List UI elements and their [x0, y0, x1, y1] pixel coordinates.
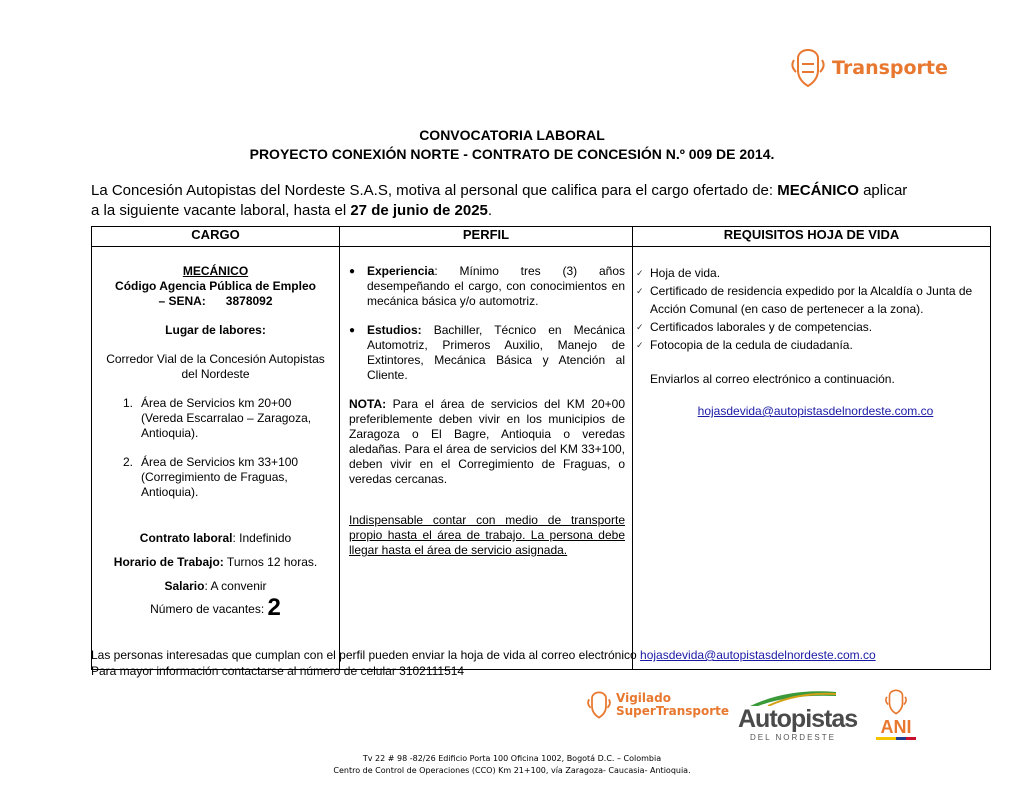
horario-value: Turnos 12 horas.	[223, 555, 318, 569]
salario-value: : A convenir	[204, 579, 267, 593]
intro-text: a la siguiente vacante laboral, hasta el	[91, 202, 351, 219]
transporte-logo	[788, 46, 948, 90]
area-text: Área de Servicios km 33+100 (Corregimiento de Fraguas, Antioquia).	[141, 455, 299, 499]
contrato-value: : Indefinido	[232, 531, 292, 545]
supertransporte-text: SuperTransporte	[616, 704, 730, 718]
intro-line-1	[91, 182, 951, 200]
footer-email-link[interactable]: hojasdevida@autopistasdelnordeste.com.co	[640, 648, 876, 662]
vigilado-text: Vigilado	[616, 691, 671, 705]
nordeste-text: DEL NORDESTE	[750, 733, 836, 742]
list-item	[636, 318, 981, 336]
nota-label: NOTA:	[349, 397, 387, 411]
list-item	[111, 455, 322, 500]
requisito-text: Hoja de vida.	[650, 266, 721, 280]
est-text: Bachiller, Técnico en Mecánica Automotriz, Primeros Auxilio, Manejo de Extintores, Mecánica Básica y Atención al Cliente.	[367, 323, 625, 382]
header-cargo: CARGO	[92, 227, 340, 247]
vigilado-logo	[585, 688, 729, 722]
ani-text: ANI	[880, 717, 912, 737]
list-item	[636, 264, 981, 282]
footer-line-2: Para mayor información contactarse al número de celular 3102111514	[91, 664, 465, 678]
flag-bar	[876, 737, 916, 740]
horario-label: Horario de Trabajo:	[113, 555, 224, 569]
contrato-line	[101, 531, 330, 546]
salario-label: Salario	[164, 579, 205, 593]
list-item	[636, 282, 981, 318]
intro-text: .	[487, 202, 493, 219]
title-line-2: PROYECTO CONEXIÓN NORTE - CONTRATO DE CONCESIÓN N.º 009 DE 2014.	[249, 146, 775, 162]
est-label: Estudios:	[367, 323, 422, 337]
exp-label: Experiencia	[367, 264, 435, 278]
title-line-1: CONVOCATORIA LABORAL	[419, 127, 605, 143]
vacancy-table	[91, 226, 991, 670]
vacantes-line	[101, 594, 330, 621]
list-number: 2.	[122, 455, 133, 469]
ani-logo	[876, 686, 916, 740]
intro-deadline: 27 de junio de 2025	[350, 202, 488, 219]
list-item	[345, 323, 625, 383]
footer-text: Las personas interesadas que cumplan con el perfil pueden enviar la hoja de vida al correo electrónico	[91, 648, 641, 662]
check-icon: ✓	[636, 268, 644, 278]
vacantes-count: 2	[267, 594, 281, 621]
intro-text: aplicar	[858, 182, 908, 199]
requisitos-cell	[633, 247, 991, 670]
bullet-icon: ●	[349, 266, 356, 277]
enviar-text: Enviarlos al correo electrónico a continuación.	[650, 372, 895, 386]
transporte-brand-text: Transporte	[832, 57, 948, 79]
nota-text: Para el área de servicios del KM 20+00 preferiblemente deben vivir en los municipios de Zaragoza o El Bagre, Antioquia o veredas aledañas. Para el área de servicios del KM 33+100, deben vivir en el Corregimiento de Fraguas, o veredas cercanas.	[349, 397, 625, 486]
areas-list	[101, 396, 330, 500]
perfil-cell	[340, 247, 633, 670]
requisito-text: Certificado de residencia expedido por la Alcaldía o Junta de Acción Comunal (en caso de pertenecer a la zona).	[650, 284, 973, 316]
intro-text: La Concesión Autopistas del Nordeste S.A.S, motiva al personal que califica para el cargo ofertado de:	[91, 182, 778, 199]
list-item	[111, 396, 322, 441]
corredor-text: Corredor Vial de la Concesión Autopistas del Nordeste	[106, 352, 325, 381]
cargo-code-2: – SENA: 3878092	[158, 294, 273, 308]
check-icon: ✓	[636, 286, 644, 296]
cargo-name: MECÁNICO	[182, 264, 249, 278]
cargo-cell	[92, 247, 340, 670]
header-perfil: PERFIL	[340, 227, 633, 247]
colombia-shield-icon	[788, 46, 828, 90]
address-line-2: Centro de Control de Operaciones (CCO) Km 21+100, vía Zaragoza- Caucasia- Antioquia.	[333, 766, 691, 775]
list-item	[345, 264, 625, 309]
list-item	[636, 336, 981, 354]
horario-line	[101, 555, 330, 570]
email-link[interactable]: hojasdevida@autopistasdelnordeste.com.co	[697, 404, 934, 418]
autopistas-text: Autopistas	[738, 705, 858, 733]
header-requisitos: REQUISITOS HOJA DE VIDA	[633, 227, 991, 247]
contrato-label: Contrato laboral	[139, 531, 233, 545]
email-row	[650, 402, 981, 420]
vacantes-label: Número de vacantes:	[150, 602, 268, 616]
cargo-code-1: Código Agencia Pública de Empleo	[115, 279, 316, 293]
intro-cargo: MECÁNICO	[777, 182, 859, 199]
table-header-row	[92, 227, 991, 247]
salario-line	[101, 579, 330, 594]
check-icon: ✓	[636, 340, 644, 350]
colombia-shield-icon	[585, 688, 613, 722]
area-text: Área de Servicios km 20+00 (Vereda Escarralao – Zaragoza, Antioquia).	[141, 396, 312, 440]
road-icon	[748, 686, 838, 706]
footer-line-1	[91, 648, 876, 662]
indispensable-text: Indispensable contar con medio de transporte propio hasta el área de trabajo. La persona debe llegar hasta el área de servicio asignada.	[349, 513, 625, 557]
intro-line-2	[91, 202, 951, 220]
list-number: 1.	[122, 396, 133, 410]
table-row	[92, 247, 991, 670]
lugar-label: Lugar de labores:	[165, 323, 266, 337]
colombia-shield-icon	[883, 686, 909, 718]
requisito-text: Fotocopia de la cedula de ciudadanía.	[650, 338, 853, 352]
nota-paragraph	[345, 397, 625, 487]
check-icon: ✓	[636, 322, 644, 332]
bullet-icon: ●	[349, 325, 356, 336]
autopistas-logo	[738, 686, 858, 742]
address-line-1: Tv 22 # 98 -82/26 Edificio Porta 100 Oficina 1002, Bogotá D.C. – Colombia	[362, 754, 662, 763]
requisito-text: Certificados laborales y de competencias.	[650, 320, 873, 334]
exp-text: : Mínimo tres (3) años desempeñando el cargo, con conocimientos en mecánica básica y/o automotriz.	[367, 264, 625, 308]
